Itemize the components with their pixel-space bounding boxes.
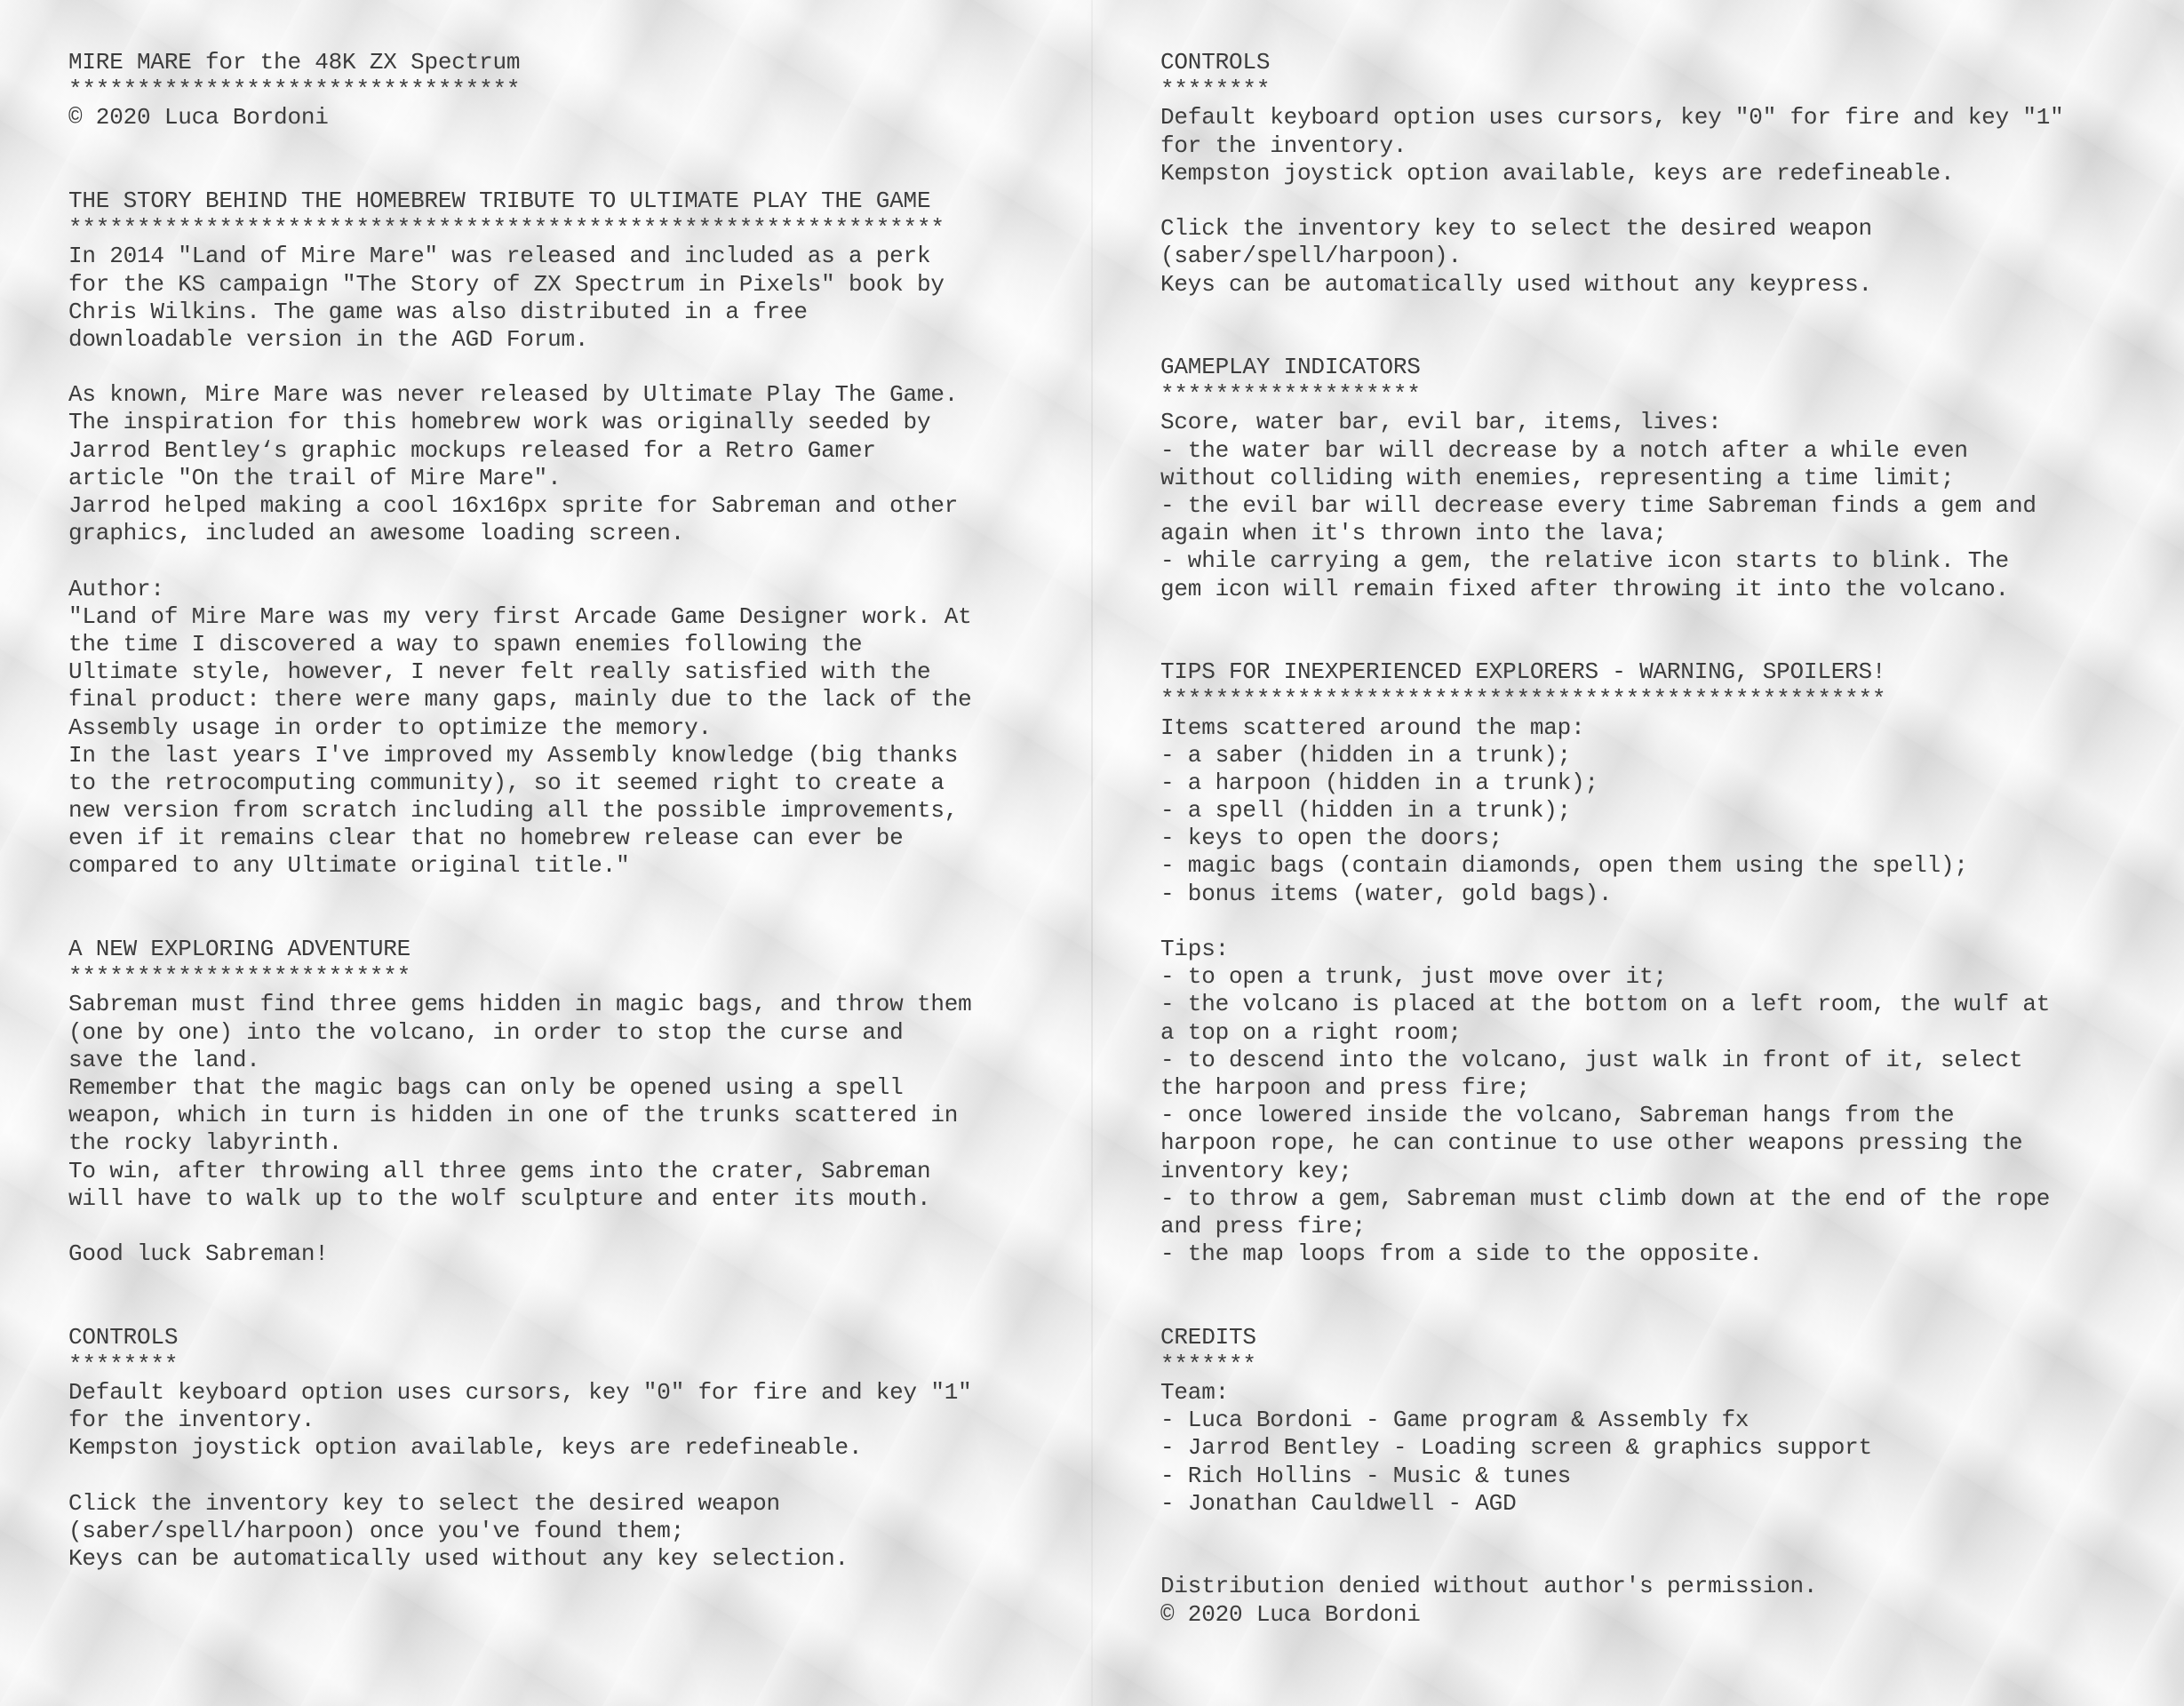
quote-line: compared to any Ultimate original title." (68, 852, 630, 880)
copyright-line: © 2020 Luca Bordoni (68, 104, 329, 132)
copyright-line: © 2020 Luca Bordoni (1160, 1600, 1421, 1628)
list-item: - to throw a gem, Sabreman must climb down at the end of the rope (1160, 1184, 2051, 1212)
list-item: - Jarrod Bentley - Loading screen & graphics support (1160, 1434, 1872, 1462)
section-underline: ************************* (68, 963, 411, 991)
text-line: for the inventory. (1160, 132, 1407, 159)
section-heading: TIPS FOR INEXPERIENCED EXPLORERS - WARNING, SPOILERS! (1160, 658, 1886, 686)
quote-line: even if it remains clear that no homebrew release can ever be (68, 825, 904, 852)
text-line: article "On the trail of Mire Mare". (68, 464, 562, 491)
author-label: Author: (68, 575, 164, 602)
section-heading: A NEW EXPLORING ADVENTURE (68, 936, 411, 963)
text-line: Default keyboard option uses cursors, key "0" for fire and key "1" (68, 1379, 972, 1407)
right-page (1160, 49, 2173, 1629)
adventure-section (68, 936, 1081, 1268)
text-line: - while carrying a gem, the relative icon starts to blink. The (1160, 547, 2009, 575)
text-line: - the evil bar will decrease every time Sabreman finds a gem and (1160, 492, 2037, 520)
list-item: Items scattered around the map: (1160, 713, 1585, 741)
list-item: - to open a trunk, just move over it; (1160, 963, 1667, 991)
text-line: will have to walk up to the wolf sculpture and enter its mouth. (68, 1184, 931, 1212)
credits-section (1160, 1324, 2173, 1629)
list-item: - bonus items (water, gold bags). (1160, 880, 1613, 907)
text-line: gem icon will remain fixed after throwing it into the volcano. (1160, 575, 2009, 602)
list-item: - Rich Hollins - Music & tunes (1160, 1462, 1572, 1489)
quote-line: Ultimate style, however, I never felt really satisfied with the (68, 658, 931, 686)
story-section (68, 187, 1081, 881)
list-item: - the map loops from a side to the opposite. (1160, 1240, 1763, 1268)
section-heading: GAMEPLAY INDICATORS (1160, 354, 1421, 381)
section-underline: ******* (1160, 1351, 1256, 1378)
text-line: Remember that the magic bags can only be opened using a spell (68, 1073, 904, 1101)
text-line: Jarrod Bentley‘s graphic mockups released for a Retro Gamer (68, 436, 876, 464)
good-luck-line: Good luck Sabreman! (68, 1240, 329, 1268)
text-line: for the KS campaign "The Story of ZX Spectrum in Pixels" book by (68, 270, 945, 298)
section-heading: CONTROLS (1160, 49, 1271, 76)
list-item: - a saber (hidden in a trunk); (1160, 741, 1572, 769)
section-heading: CONTROLS (68, 1323, 179, 1351)
text-line: Click the inventory key to select the desired weapon (68, 1489, 780, 1517)
section-heading: THE STORY BEHIND THE HOMEBREW TRIBUTE TO ULTIMATE PLAY THE GAME (68, 187, 931, 214)
title-underline: ********************************* (68, 76, 521, 104)
distribution-notice: Distribution denied without author's permission. (1160, 1573, 1818, 1600)
text-line: the rocky labyrinth. (68, 1129, 343, 1157)
tips-section (1160, 658, 2173, 1268)
text-line: weapon, which in turn is hidden in one of the trunks scattered in (68, 1102, 959, 1129)
list-item: - once lowered inside the volcano, Sabreman hangs from the (1160, 1102, 1955, 1129)
section-underline: ******** (68, 1351, 179, 1378)
list-item: - the volcano is placed at the bottom on a left room, the wulf at (1160, 991, 2051, 1018)
text-line: The inspiration for this homebrew work was originally seeded by (68, 409, 931, 436)
text-line: without colliding with enemies, representing a time limit; (1160, 464, 1955, 491)
text-line: (saber/spell/harpoon). (1160, 243, 1462, 270)
section-underline: **************************************************************** (68, 215, 945, 243)
text-line: Score, water bar, evil bar, items, lives: (1160, 409, 1722, 436)
quote-line: In the last years I've improved my Assembly knowledge (big thanks (68, 741, 959, 769)
list-item: Team: (1160, 1379, 1230, 1407)
text-line: Jarrod helped making a cool 16x16px sprite for Sabreman and other (68, 492, 959, 520)
section-underline: ******** (1160, 76, 1271, 104)
text-line: (saber/spell/harpoon) once you've found them; (68, 1517, 685, 1544)
list-item: - a harpoon (hidden in a trunk); (1160, 769, 1598, 796)
gameplay-section (1160, 354, 2173, 603)
quote-line: the time I discovered a way to spawn enemies following the (68, 630, 863, 658)
list-item: harpoon rope, he can continue to use other weapons pressing the (1160, 1129, 2023, 1157)
list-item: - Jonathan Cauldwell - AGD (1160, 1489, 1517, 1517)
list-item: inventory key; (1160, 1157, 1352, 1184)
text-line: downloadable version in the AGD Forum. (68, 325, 589, 353)
controls-section (1160, 49, 2173, 299)
quote-line: Assembly usage in order to optimize the memory. (68, 713, 712, 741)
page-fold (1091, 0, 1093, 1706)
text-line: graphics, included an awesome loading screen. (68, 520, 685, 547)
text-line: for the inventory. (68, 1407, 315, 1434)
list-item: - Luca Bordoni - Game program & Assembly fx (1160, 1407, 1750, 1434)
list-item: - to descend into the volcano, just walk in front of it, select (1160, 1046, 2023, 1073)
text-line: Click the inventory key to select the desired weapon (1160, 215, 1872, 243)
text-line: Sabreman must find three gems hidden in magic bags, and throw them (68, 991, 972, 1018)
quote-line: to the retrocomputing community), so it seemed right to create a (68, 769, 945, 796)
section-underline: ******************* (1160, 381, 1421, 409)
list-item: the harpoon and press fire; (1160, 1073, 1530, 1101)
quote-line: final product: there were many gaps, mainly due to the lack of the (68, 686, 972, 713)
list-item: a top on a right room; (1160, 1018, 1462, 1046)
text-line: (one by one) into the volcano, in order to stop the curse and (68, 1018, 904, 1046)
text-line: Chris Wilkins. The game was also distributed in a free (68, 298, 808, 325)
text-line: As known, Mire Mare was never released by Ultimate Play The Game. (68, 381, 959, 409)
list-item: - keys to open the doors; (1160, 825, 1503, 852)
list-item: - magic bags (contain diamonds, open them using the spell); (1160, 852, 1968, 880)
list-item: Tips: (1160, 936, 1230, 963)
text-line: Keys can be automatically used without any keypress. (1160, 270, 1872, 298)
text-line: Kempston joystick option available, keys are redefineable. (1160, 159, 1955, 187)
text-line: save the land. (68, 1046, 260, 1073)
text-line: To win, after throwing all three gems into the crater, Sabreman (68, 1157, 931, 1184)
text-line: - the water bar will decrease by a notch after a while even (1160, 436, 1968, 464)
document-title: MIRE MARE for the 48K ZX Spectrum (68, 49, 521, 76)
section-underline: ***************************************************** (1160, 686, 1886, 713)
list-item: - a spell (hidden in a trunk); (1160, 797, 1572, 825)
text-line: again when it's thrown into the lava; (1160, 520, 1667, 547)
list-item: and press fire; (1160, 1212, 1367, 1240)
text-line: In 2014 "Land of Mire Mare" was released and included as a perk (68, 243, 931, 270)
text-line: Keys can be automatically used without any key selection. (68, 1545, 849, 1573)
text-line: Default keyboard option uses cursors, key "0" for fire and key "1" (1160, 104, 2064, 132)
text-line: Kempston joystick option available, keys are redefineable. (68, 1434, 863, 1462)
quote-line: "Land of Mire Mare was my very first Arcade Game Designer work. At (68, 602, 972, 630)
left-page (68, 49, 1081, 1573)
controls-section (68, 1324, 1081, 1574)
quote-line: new version from scratch including all the possible improvements, (68, 797, 959, 825)
section-heading: CREDITS (1160, 1323, 1256, 1351)
